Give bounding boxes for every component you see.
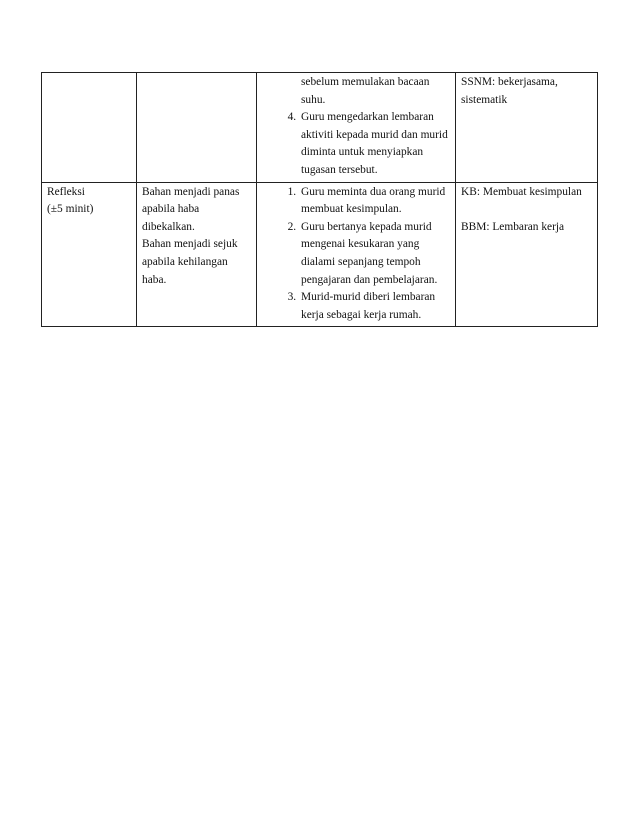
content-item: Bahan menjadi panas apabila haba dibekalkan.: [142, 185, 240, 233]
phase-cell: [42, 73, 137, 183]
note-item: KB: Membuat kesimpulan: [461, 185, 582, 198]
notes-cell: [456, 182, 598, 327]
activity-list: [262, 184, 450, 325]
activity-cell: [257, 182, 456, 327]
content-cell: [137, 73, 257, 183]
phase-duration: (±5 minit): [47, 203, 94, 216]
activity-item: 2. Guru bertanya kepada murid mengenai kesukaran yang dialami sepanjang tempoh pengajaran dan pembelajaran.: [299, 219, 450, 289]
activity-item: 1. Guru meminta dua orang murid membuat kesimpulan.: [299, 184, 450, 219]
activity-continuation: sebelum memulakan bacaan suhu.: [301, 76, 430, 106]
table-row: [42, 182, 598, 327]
notes-cell: [456, 73, 598, 183]
content-item: Bahan menjadi sejuk apabila kehilangan haba.: [142, 238, 238, 286]
activity-item: 4. Guru mengedarkan lembaran aktiviti kepada murid dan murid diminta untuk menyiapkan tugasan tersebut.: [299, 109, 450, 179]
lesson-plan-table: [41, 72, 598, 327]
activity-cell: [257, 73, 456, 183]
table-row: [42, 73, 598, 183]
phase-cell: [42, 182, 137, 327]
note-spacer: [461, 201, 592, 219]
note-item: SSNM: bekerjasama, sistematik: [461, 76, 558, 106]
phase-label: Refleksi: [47, 185, 85, 198]
activity-list: [262, 109, 450, 179]
note-item: BBM: Lembaran kerja: [461, 220, 565, 233]
content-cell: [137, 182, 257, 327]
activity-item: 3. Murid-murid diberi lembaran kerja sebagai kerja rumah.: [299, 289, 450, 324]
